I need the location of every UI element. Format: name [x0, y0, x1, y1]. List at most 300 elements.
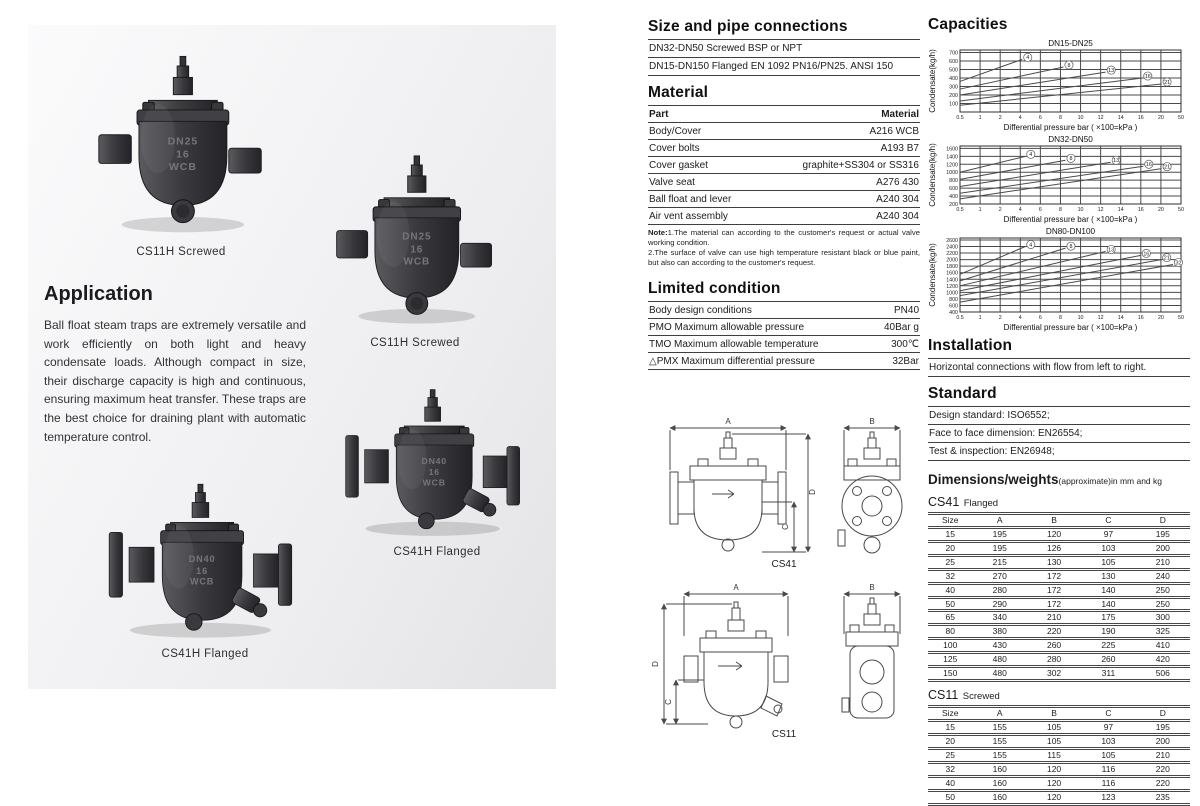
standard-section	[928, 385, 1190, 461]
table-cell: Cover bolts	[648, 140, 761, 157]
table-cell: 430	[973, 639, 1027, 653]
table-row	[928, 597, 1190, 611]
cast-marking-dn: DN25	[167, 135, 199, 148]
y-tick-label: 400	[949, 76, 958, 83]
curve-label: 8	[1067, 62, 1071, 69]
note-label: Note:	[648, 228, 668, 237]
table-cell: 220	[1136, 776, 1190, 790]
dimensions-heading	[928, 471, 1190, 489]
y-tick-label: 1400	[946, 277, 958, 284]
y-tick-label: 200	[949, 202, 958, 208]
technical-drawing-cs41	[648, 412, 920, 570]
y-tick-label: 700	[949, 50, 958, 57]
column-header: C	[1081, 514, 1135, 528]
curve-label: 13	[1108, 247, 1115, 254]
table-cell: 120	[1027, 790, 1081, 804]
chart-title: DN32-DN50	[1048, 135, 1093, 144]
table-row	[928, 734, 1190, 748]
chart-title: DN15-DN25	[1048, 39, 1093, 48]
table-cell: 103	[1081, 734, 1135, 748]
material-section	[648, 84, 920, 268]
x-tick-label: 4	[1018, 115, 1022, 121]
application-section	[44, 283, 306, 446]
cast-marking-dn: DN25	[402, 231, 432, 243]
y-tick-label: 300	[949, 84, 958, 91]
dim-label-d: D	[808, 489, 817, 495]
capacity-chart-dn80-dn100	[928, 225, 1190, 333]
table-cell: 260	[1027, 639, 1081, 653]
cast-marking-material: WCB	[403, 256, 431, 268]
capacity-chart-dn32-dn50	[928, 133, 1190, 225]
product-photo-cs41h-1	[323, 377, 551, 558]
y-tick-label: 1800	[946, 264, 958, 271]
table-cell: 280	[973, 583, 1027, 597]
y-tick-label: 400	[949, 310, 958, 316]
table-cell: 190	[1081, 625, 1135, 639]
table-cell: 100	[928, 639, 973, 653]
y-tick-label: 500	[949, 67, 958, 74]
cast-marking-dn: DN40	[421, 455, 447, 466]
table-cell: Body design conditions	[648, 302, 872, 319]
table-cell: 195	[1136, 720, 1190, 734]
table-model-name: CS11	[928, 688, 959, 703]
size-row: DN32-DN50 Screwed BSP or NPT	[648, 40, 920, 58]
table-cell: 300℃	[872, 336, 920, 353]
table-cell: 105	[1027, 734, 1081, 748]
table-cell: Valve seat	[648, 174, 761, 191]
x-tick-label: 2	[998, 315, 1002, 321]
y-tick-label: 400	[949, 194, 958, 201]
drawing-label-cs41: CS41	[771, 559, 797, 570]
table-row	[648, 140, 920, 157]
table-cell: 155	[973, 720, 1027, 734]
table-cell: 130	[1027, 555, 1081, 569]
column-header: D	[1136, 514, 1190, 528]
curve-label: 4	[1026, 55, 1030, 62]
table-cell: 120	[1027, 762, 1081, 776]
cast-marking-pn: 16	[428, 466, 440, 477]
dim-label-c: C	[664, 699, 673, 705]
table-cell: 130	[1081, 569, 1135, 583]
dim-label-b: B	[869, 583, 875, 592]
capacity-curve	[960, 78, 1142, 101]
application-title: Application	[44, 283, 153, 305]
x-tick-label: 10	[1077, 207, 1084, 213]
table-cell: 123	[1081, 790, 1135, 804]
product-caption: CS11H Screwed	[370, 337, 460, 349]
cast-marking-pn: 16	[410, 244, 424, 256]
installation-text: Horizontal connections with flow from left to right.	[928, 359, 1190, 377]
cs41-table-heading	[928, 493, 1190, 511]
table-cell: 300	[1136, 611, 1190, 625]
table-cell: 65	[928, 611, 973, 625]
plot-frame	[960, 50, 1181, 112]
table-cell: PMO Maximum allowable pressure	[648, 319, 872, 336]
standard-row: Face to face dimension: EN26554;	[928, 425, 1190, 443]
curve-label: 8	[1069, 156, 1073, 163]
table-cell: 172	[1027, 583, 1081, 597]
cast-marking-material: WCB	[422, 477, 446, 488]
cast-marking-material: WCB	[189, 576, 215, 587]
standard-row: Test & inspection: EN26948;	[928, 443, 1190, 461]
table-cell: 32Bar	[872, 353, 920, 370]
table-cell: 20	[928, 541, 973, 555]
table-cell: graphite+SS304 or SS316	[761, 157, 920, 174]
x-tick-label: 2	[998, 207, 1002, 213]
dim-label-a: A	[733, 583, 739, 592]
y-tick-label: 2400	[946, 244, 958, 251]
table-cell: 160	[973, 762, 1027, 776]
table-cell: 240	[1136, 569, 1190, 583]
table-row	[648, 302, 920, 319]
table-row	[928, 611, 1190, 625]
y-tick-label: 1200	[946, 162, 958, 169]
x-tick-label: 4	[1018, 315, 1022, 321]
x-tick-label: 14	[1117, 207, 1124, 213]
product-photo-cs11h-1	[92, 43, 270, 258]
product-caption: CS11H Screwed	[136, 246, 226, 258]
steam-trap-flanged-image	[326, 377, 548, 539]
curve-label: 21	[1164, 79, 1171, 86]
x-tick-label: 14	[1117, 315, 1124, 321]
y-tick-label: 2000	[946, 257, 958, 264]
table-row	[648, 123, 920, 140]
table-cell: 325	[1136, 625, 1190, 639]
table-cell: 103	[1081, 541, 1135, 555]
table-cell: 40Bar g	[872, 319, 920, 336]
capacity-curve	[960, 247, 1025, 275]
table-row	[928, 639, 1190, 653]
table-cell: 20	[928, 734, 973, 748]
section-title-size-connections: Size and pipe connections	[648, 18, 848, 35]
table-cell: 270	[973, 569, 1027, 583]
y-axis-label: Condensate(kg/h)	[928, 49, 937, 113]
table-row	[648, 157, 920, 174]
table-row	[648, 208, 920, 225]
table-row	[648, 319, 920, 336]
table-header-row	[928, 707, 1190, 721]
table-cell: 15	[928, 720, 973, 734]
section-title-material: Material	[648, 84, 709, 101]
table-row	[928, 790, 1190, 804]
dim-label-b: B	[869, 417, 875, 426]
product-caption: CS41H Flanged	[393, 546, 481, 558]
x-tick-label: 8	[1058, 207, 1062, 213]
y-tick-label: 800	[949, 178, 958, 185]
table-cell: 210	[1136, 555, 1190, 569]
curve-label: 13	[1113, 158, 1120, 165]
table-cell: 105	[1081, 748, 1135, 762]
x-tick-label: 0.5	[956, 315, 964, 321]
x-tick-label: 0.5	[956, 207, 964, 213]
x-tick-label: 20	[1157, 207, 1164, 213]
table-row	[928, 653, 1190, 667]
dim-label-d: D	[651, 661, 660, 667]
table-cell: 480	[973, 667, 1027, 681]
x-tick-label: 50	[1178, 115, 1184, 121]
y-tick-label: 2600	[946, 237, 958, 244]
table-cell: 50	[928, 790, 973, 804]
x-tick-label: 50	[1178, 207, 1184, 213]
x-tick-label: 8	[1058, 115, 1062, 121]
y-axis-label: Condensate(kg/h)	[928, 243, 937, 307]
y-tick-label: 1000	[946, 290, 958, 297]
table-row	[928, 748, 1190, 762]
column-header: D	[1136, 707, 1190, 721]
table-cell: 290	[973, 597, 1027, 611]
x-tick-label: 16	[1137, 207, 1144, 213]
dimensions-title: Dimensions/weights	[928, 472, 1059, 487]
table-cell: 250	[1136, 583, 1190, 597]
x-tick-label: 14	[1117, 115, 1124, 121]
curve-label: 16	[1145, 162, 1152, 169]
y-tick-label: 1000	[946, 170, 958, 177]
table-cell: 175	[1081, 611, 1135, 625]
x-tick-label: 1	[978, 207, 982, 213]
table-row	[648, 191, 920, 208]
table-row	[648, 353, 920, 370]
cs41-dimensions-table	[928, 512, 1190, 682]
y-tick-label: 2200	[946, 251, 958, 258]
drawing-label-cs11: CS11	[771, 729, 797, 740]
table-cell: PN40	[872, 302, 920, 319]
table-cell: 410	[1136, 639, 1190, 653]
table-cell: 105	[1027, 720, 1081, 734]
curve-label: 21	[1164, 164, 1171, 171]
table-connection-type: Flanged	[963, 498, 999, 509]
cast-marking-dn: DN40	[188, 554, 216, 565]
table-cell: 97	[1081, 720, 1135, 734]
limited-condition-table	[648, 301, 920, 370]
chart-title: DN80-DN100	[1045, 227, 1096, 236]
x-tick-label: 1	[978, 315, 982, 321]
table-row	[928, 527, 1190, 541]
table-cell: 215	[973, 555, 1027, 569]
x-axis-label: Differential pressure bar ( ×100=kPa )	[1003, 323, 1138, 332]
cast-marking-material: WCB	[168, 161, 197, 174]
table-cell: Ball float and lever	[648, 191, 761, 208]
product-photo-panel	[28, 25, 556, 689]
table-cell: 155	[973, 734, 1027, 748]
material-note	[648, 228, 920, 268]
table-cell: Air vent assembly	[648, 208, 761, 225]
table-cell: 280	[1027, 653, 1081, 667]
table-cell: 160	[973, 790, 1027, 804]
steam-trap-flanged-image	[89, 471, 321, 641]
cs11-table-heading	[928, 686, 1190, 704]
table-cell: 172	[1027, 569, 1081, 583]
steam-trap-screwed-image	[95, 43, 267, 239]
table-cell: 225	[1081, 639, 1135, 653]
material-table	[648, 105, 920, 225]
y-tick-label: 600	[949, 59, 958, 66]
table-row	[928, 776, 1190, 790]
section-title-standard: Standard	[928, 385, 997, 402]
table-cell: 32	[928, 762, 973, 776]
x-tick-label: 2	[998, 115, 1002, 121]
table-cell: 15	[928, 527, 973, 541]
table-cell: 380	[973, 625, 1027, 639]
table-row	[928, 667, 1190, 681]
y-tick-label: 200	[949, 93, 958, 100]
x-tick-label: 12	[1097, 315, 1104, 321]
curve-label: 8	[1069, 244, 1073, 251]
table-row	[928, 762, 1190, 776]
table-cell: 155	[973, 748, 1027, 762]
y-tick-label: 1400	[946, 154, 958, 161]
cast-marking-pn: 16	[176, 148, 190, 161]
curve-label: 21	[1163, 255, 1170, 262]
section-title-capacities: Capacities	[928, 16, 1008, 33]
note-line-2: 2.The surface of valve can use high temperature resistant black or blue paint, but also can according to the customer's request.	[648, 248, 920, 267]
size-row: DN15-DN150 Flanged EN 1092 PN16/PN25. ANSI 150	[648, 58, 920, 76]
table-cell: A216 WCB	[761, 123, 920, 140]
table-cell: 195	[973, 527, 1027, 541]
table-cell: 210	[1027, 611, 1081, 625]
table-cell: 32	[928, 569, 973, 583]
column-header: A	[973, 514, 1027, 528]
table-cell: 40	[928, 583, 973, 597]
table-cell: 140	[1081, 597, 1135, 611]
y-tick-label: 600	[949, 303, 958, 310]
table-cell: Cover gasket	[648, 157, 761, 174]
size-connections-section	[648, 18, 920, 76]
table-cell: 250	[1136, 597, 1190, 611]
table-cell: 120	[1027, 527, 1081, 541]
table-cell: 25	[928, 555, 973, 569]
table-cell: 420	[1136, 653, 1190, 667]
note-line-1: 1.The material can according to the customer's request or actual valve working condition.	[648, 228, 920, 247]
table-cell: A240 304	[761, 208, 920, 225]
x-tick-label: 4	[1018, 207, 1022, 213]
x-tick-label: 8	[1058, 315, 1062, 321]
table-row	[928, 569, 1190, 583]
right-column	[928, 12, 1190, 806]
table-cell: 200	[1136, 734, 1190, 748]
table-cell: 97	[1081, 527, 1135, 541]
x-axis-label: Differential pressure bar ( ×100=kPa )	[1003, 123, 1138, 132]
y-tick-label: 100	[949, 101, 958, 108]
table-cell: 195	[1136, 527, 1190, 541]
table-model-name: CS41	[928, 495, 960, 509]
x-tick-label: 50	[1178, 315, 1184, 321]
x-tick-label: 6	[1038, 315, 1042, 321]
y-tick-label: 1200	[946, 283, 958, 290]
dimensions-title-suffix: (approximate)in mm and kg	[1058, 476, 1162, 486]
section-title-installation: Installation	[928, 337, 1013, 354]
table-cell: 506	[1136, 667, 1190, 681]
product-caption: CS41H Flanged	[161, 648, 249, 660]
table-cell: △PMX Maximum differential pressure	[648, 353, 872, 370]
table-cell: 311	[1081, 667, 1135, 681]
x-tick-label: 6	[1038, 115, 1042, 121]
table-cell: 200	[1136, 541, 1190, 555]
table-cell: 116	[1081, 762, 1135, 776]
column-header: Part	[648, 106, 761, 123]
table-cell: 172	[1027, 597, 1081, 611]
x-tick-label: 6	[1038, 207, 1042, 213]
x-axis-label: Differential pressure bar ( ×100=kPa )	[1003, 215, 1138, 224]
y-tick-label: 600	[949, 186, 958, 193]
table-cell: 260	[1081, 653, 1135, 667]
x-tick-label: 20	[1157, 115, 1164, 121]
table-row	[648, 336, 920, 353]
table-cell: 50	[928, 597, 973, 611]
table-cell: 235	[1136, 790, 1190, 804]
x-tick-label: 12	[1097, 115, 1104, 121]
x-tick-label: 12	[1097, 207, 1104, 213]
dim-label-a: A	[725, 417, 731, 426]
x-tick-label: 16	[1137, 115, 1144, 121]
table-cell: 115	[1027, 748, 1081, 762]
column-header: B	[1027, 514, 1081, 528]
x-tick-label: 20	[1157, 315, 1164, 321]
table-cell: 480	[973, 653, 1027, 667]
steam-trap-screwed-image	[333, 143, 497, 330]
dim-label-c: C	[781, 524, 790, 530]
cs11-dimensions-table	[928, 705, 1190, 805]
middle-column	[648, 12, 920, 740]
table-cell: A276 430	[761, 174, 920, 191]
column-header: Size	[928, 514, 973, 528]
table-cell: 40	[928, 776, 973, 790]
table-cell: 125	[928, 653, 973, 667]
table-cell: 120	[1027, 776, 1081, 790]
x-tick-label: 10	[1077, 115, 1084, 121]
table-cell: Body/Cover	[648, 123, 761, 140]
table-cell: 160	[973, 776, 1027, 790]
table-cell: 25	[928, 748, 973, 762]
table-cell: 210	[1136, 748, 1190, 762]
table-header-row	[928, 514, 1190, 528]
x-tick-label: 0.5	[956, 115, 964, 121]
table-cell: A193 B7	[761, 140, 920, 157]
application-text: Ball float steam traps are extremely versatile and work efficiently on both light and heavy condensate loads. Although compact in size, their discharge capacity is high and continuous, ensuring maximum heat transfer. These traps are the best choice for draining plant with automatic temperature control.	[44, 318, 306, 444]
x-tick-label: 16	[1137, 315, 1144, 321]
table-cell: 150	[928, 667, 973, 681]
table-row	[648, 174, 920, 191]
y-axis-label: Condensate(kg/h)	[928, 143, 937, 207]
installation-section	[928, 337, 1190, 377]
table-row	[928, 625, 1190, 639]
table-cell: 140	[1081, 583, 1135, 597]
table-cell: 340	[973, 611, 1027, 625]
table-cell: 80	[928, 625, 973, 639]
table-cell: 302	[1027, 667, 1081, 681]
curve-label: 16	[1144, 73, 1151, 80]
cast-marking-pn: 16	[196, 565, 208, 576]
curve-label: 4	[1029, 242, 1033, 249]
table-cell: 116	[1081, 776, 1135, 790]
table-header-row	[648, 106, 920, 123]
y-tick-label: 1600	[946, 146, 958, 153]
y-tick-label: 1600	[946, 270, 958, 277]
curve-label: 13	[1108, 67, 1115, 74]
table-connection-type: Screwed	[962, 691, 1000, 703]
table-row	[928, 583, 1190, 597]
capacity-curve	[960, 160, 1065, 179]
curve-label: 32	[1175, 260, 1182, 267]
capacity-chart-dn15-dn25	[928, 37, 1190, 133]
column-header: C	[1081, 707, 1135, 721]
curve-label: 16	[1143, 251, 1150, 258]
table-row	[928, 555, 1190, 569]
standard-row: Design standard: ISO6552;	[928, 407, 1190, 425]
column-header: B	[1027, 707, 1081, 721]
table-cell: 220	[1027, 625, 1081, 639]
table-cell: 105	[1081, 555, 1135, 569]
section-title-limited-condition: Limited condition	[648, 280, 781, 297]
